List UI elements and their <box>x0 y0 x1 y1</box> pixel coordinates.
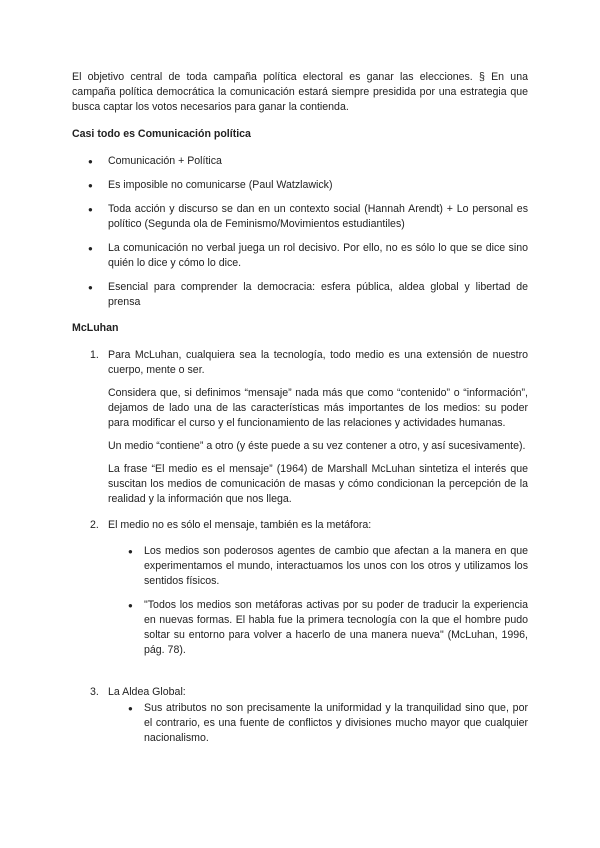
item-paragraph: Un medio “contiene” a otro (y éste puede a su vez contener a otro, y así sucesivamente). <box>108 440 526 452</box>
list-item: ● Comunicación + Política <box>72 154 528 169</box>
nested-bullet-list <box>108 701 528 746</box>
numbered-item-3 <box>72 685 528 746</box>
item-text: La Aldea Global: <box>108 686 186 698</box>
mcluhan-numbered-list <box>72 348 528 746</box>
list-item: ● Los medios son poderosos agentes de cambio que afectan a la manera en que experimentamos el mundo, interactuamos los unos con los otros y utilizamos los sentidos físicos. <box>108 544 528 589</box>
item-number: 3. <box>90 686 99 698</box>
comunicacion-bullet-list <box>72 154 528 310</box>
numbered-item-1 <box>72 348 528 507</box>
list-item: ● Toda acción y discurso se dan en un contexto social (Hannah Arendt) + Lo personal es político (Segunda ola de Feminismo/Movimientos estudiantiles) <box>72 202 528 232</box>
item-paragraph: La frase “El medio es el mensaje” (1964) de Marshall McLuhan sintetiza el interés que suscitan los medios de comunicación de masas y cómo condicionan la percepción de la realidad y la información que nos llega. <box>108 463 528 505</box>
intro-paragraph: El objetivo central de toda campaña política electoral es ganar las elecciones. § En una campaña política democrática la comunicación estará siempre presidida por una estrategia que busca captar los votos necesarios para ganar la contienda. <box>72 71 528 113</box>
item-paragraph: Considera que, si definimos “mensaje” nada más que como “contenido” o “información”, dejamos de lado una de las características más importantes de los medios: su poder para modificar el curso y el funcionamiento de las relaciones y actividades humanas. <box>108 387 528 429</box>
item-text: Para McLuhan, cualquiera sea la tecnología, todo medio es una extensión de nuestro cuerpo, mente o ser. <box>108 349 528 376</box>
section-heading-mcluhan: McLuhan <box>72 322 119 334</box>
section-heading-comunicacion: Casi todo es Comunicación política <box>72 128 251 140</box>
item-text: El medio no es sólo el mensaje, también es la metáfora: <box>108 519 372 531</box>
document-page <box>72 70 528 755</box>
list-item: ● "Todos los medios son metáforas activas por su poder de traducir la experiencia en nuevas formas. El habla fue la primera tecnología con la que el hombre pudo soltar su entorno para volver a hacerlo de una manera nueva" (McLuhan, 1996, pág. 78). <box>108 598 528 658</box>
list-item: ● La comunicación no verbal juega un rol decisivo. Por ello, no es sólo lo que se dice sino quién lo dice y cómo lo dice. <box>72 241 528 271</box>
numbered-item-2 <box>72 518 528 658</box>
list-item: ● Sus atributos no son precisamente la uniformidad y la tranquilidad sino que, por el contrario, es una fuente de conflictos y divisiones mucho mayor que cualquier nacionalismo. <box>108 701 528 746</box>
nested-bullet-list <box>108 544 528 658</box>
list-item: ● Esencial para comprender la democracia: esfera pública, aldea global y libertad de prensa <box>72 280 528 310</box>
item-number: 1. <box>90 349 99 361</box>
item-number: 2. <box>90 519 99 531</box>
list-item: ● Es imposible no comunicarse (Paul Watzlawick) <box>72 178 528 193</box>
